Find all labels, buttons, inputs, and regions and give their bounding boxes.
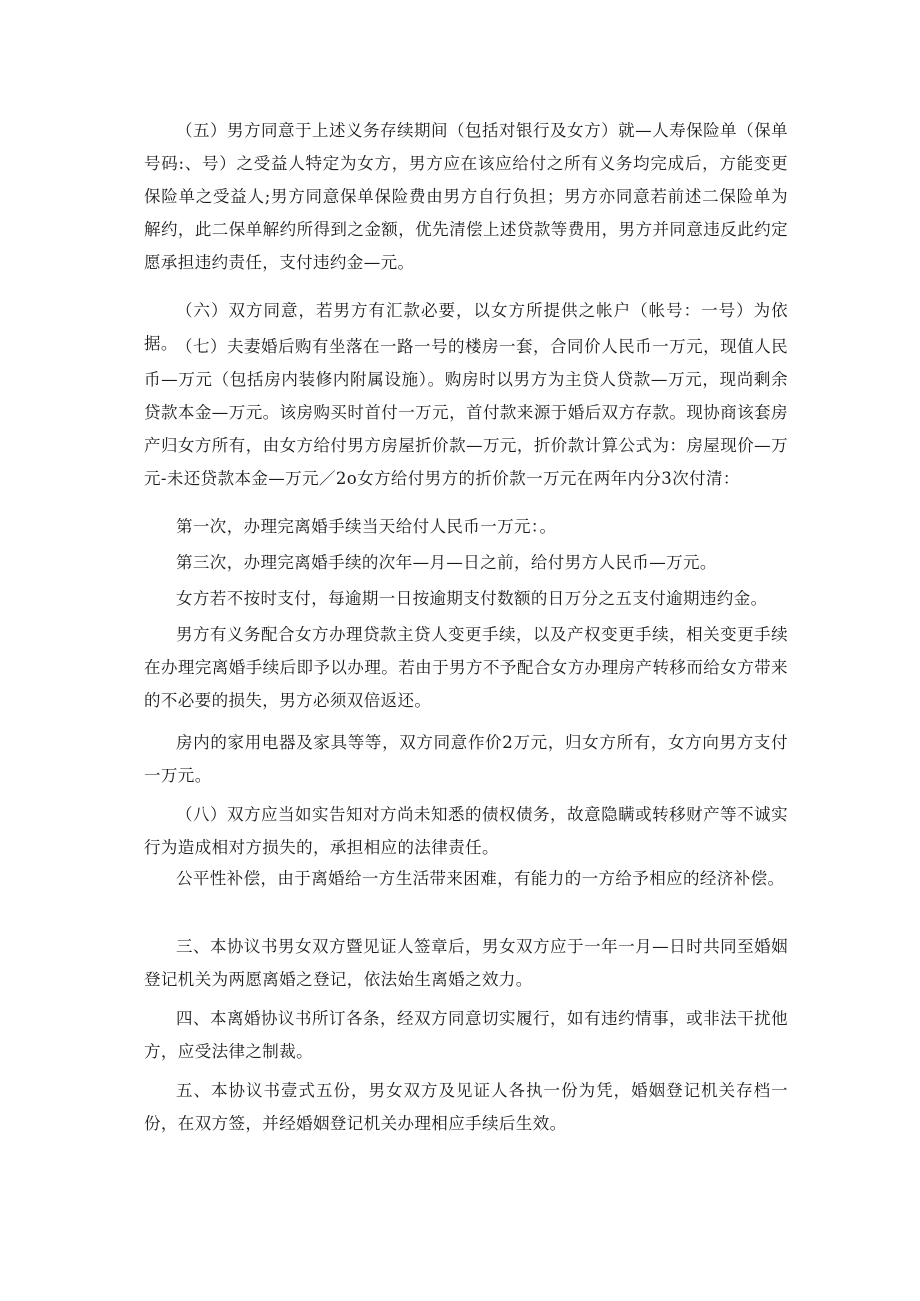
paragraph-loan-transfer: 男方有义务配合女方办理贷款主贷人变更手续，以及产权变更手续，相关变更手续在办理完离婚手续后即予以办理。若由于男方不予配合女方办理房产转移而给女方带来的不必要的损失，男方必须双倍返还。 <box>144 625 788 710</box>
paragraph-item-8-debts: （八）双方应当如实告知对方尚未知悉的债权债务，故意隐瞒或转移财产等不诚实行为造成相对方损失的，承担相应的法律责任。 <box>144 805 788 857</box>
paragraph-section-5: 五、本协议书壹式五份，男女双方及见证人各执一份为凭，婚姻登记机关存档一份，在双方签，并经婚姻登记机关办理相应手续后生效。 <box>144 1081 788 1133</box>
paragraph-section-4: 四、本离婚协议书所订各条，经双方同意切实履行，如有违约情事，或非法干扰他方，应受法律之制裁。 <box>144 1009 788 1061</box>
paragraph-item-6-account: （六）双方同意，若男方有汇款必要，以女方所提供之帐户（帐号：一号）为依据。 <box>144 301 788 353</box>
paragraph-third-payment: 第三次，办理完离婚手续的次年—月—日之前，给付男方人民币—万元。 <box>176 553 717 572</box>
paragraph-item-5-insurance: （五）男方同意于上述义务存续期间（包括对银行及女方）就—人寿保险单（保单号码:、号）之受益人特定为女方，男方应在该应给付之所有义务均完成后，方能变更保险单之受益人;男方同意保单保险费由男方自行负担；男方亦同意若前述二保险单为解约，此二保单解约所得到之金额，优先清偿上述贷款等费用，男方并同意违反此约定愿承担违约责任，支付违约金—元。 <box>144 121 788 272</box>
paragraph-section-3: 三、本协议书男女双方暨见证人签章后，男女双方应于一年一月—日时共同至婚姻登记机关为两愿离婚之登记，依法始生离婚之效力。 <box>144 937 788 989</box>
paragraph-compensation: 公平性补偿，由于离婚给一方生活带来困难，有能力的一方给予相应的经济补偿。 <box>176 869 785 888</box>
paragraph-item-7-property: （七）夫妻婚后购有坐落在一路一号的楼房一套，合同价人民币一万元，现值人民币—万元（包括房内装修内附属设施）。购房时以男方为主贷人贷款—万元，现尚剩余贷款本金—万元。该房购买时首付一万元，首付款来源于婚后双方存款。现协商该套房产归女方所有，由女方给付男方房屋折价款—万元，折价款计算公式为：房屋现价—万元-未还贷款本金—万元／2o女方给付男方的折价款一万元在两年内分3次付清： <box>144 337 788 488</box>
paragraph-first-payment: 第一次，办理完离婚手续当天给付人民币一万元：。 <box>176 517 557 536</box>
paragraph-appliances: 房内的家用电器及家具等等，双方同意作价2万元，归女方所有，女方向男方支付一万元。 <box>144 733 788 785</box>
paragraph-late-penalty: 女方若不按时支付，每逾期一日按逾期支付数额的日万分之五支付逾期违约金。 <box>176 589 768 608</box>
